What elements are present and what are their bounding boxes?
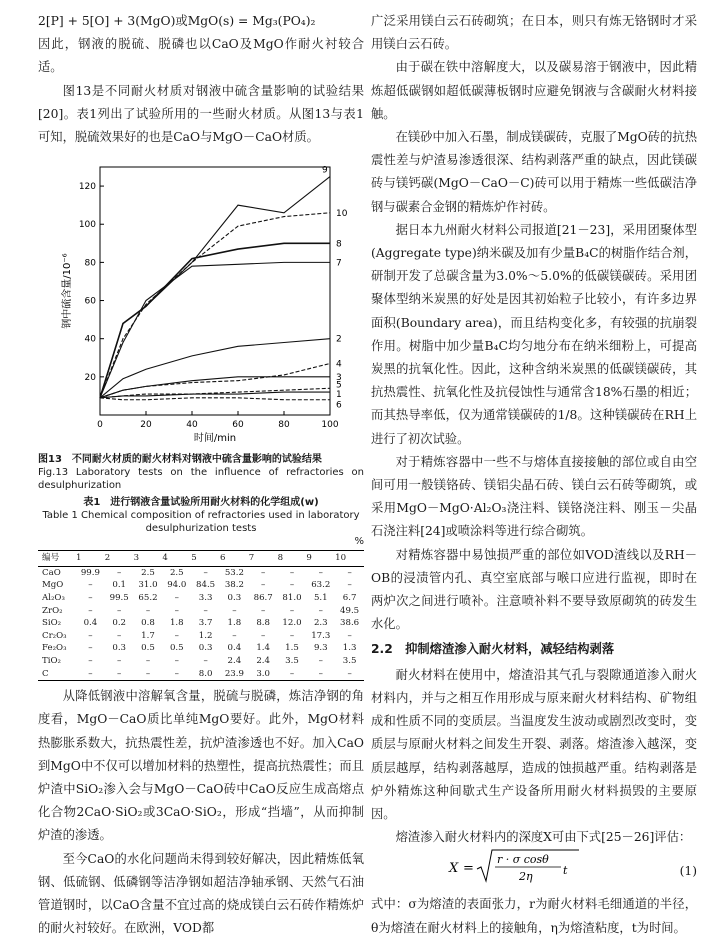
- table-cell: 1.8: [169, 618, 184, 629]
- table-header-cell: 9: [306, 551, 335, 567]
- table-header-cell: 8: [278, 551, 307, 567]
- table-cell: 2.4: [256, 655, 271, 666]
- table-cell: –: [174, 655, 179, 666]
- table-cell: –: [88, 593, 93, 603]
- table-row: [38, 655, 364, 668]
- table-cell: 2.3: [313, 618, 328, 629]
- table-cell: 99.9: [80, 567, 100, 578]
- row-label: C: [38, 668, 76, 681]
- row-label: CaO: [42, 567, 61, 578]
- table-row: [38, 617, 364, 630]
- table-body: [38, 566, 364, 680]
- svg-text:r · σ cosθ: r · σ cosθ: [497, 853, 549, 867]
- paragraph: 耐火材料在使用中，熔渣沿其气孔与裂隙通道渗入耐火材料内，并与之相互作用形成与原来耐火材料结构、矿物组成和性质不同的变质层。当温度发生波动或剧烈改变时，变质层与原耐火材料之间发生开裂、剥落。熔渣渗入越深，变质层越厚，结构剥落越厚，造成的蚀损越严重。结构剥落是炉外精炼这种间歇式生产设备所用耐火材料损毁的主要原因。: [371, 667, 697, 821]
- figure-13: [38, 153, 364, 453]
- table-cell: –: [174, 593, 179, 603]
- svg-text:X: X: [449, 861, 459, 877]
- table-cell: –: [289, 580, 295, 591]
- table-cell: 23.9: [220, 668, 249, 681]
- table-cell: 3.3: [198, 593, 213, 603]
- paragraph: 广泛采用镁白云石砖砌筑；在日本，则只有炼无铬钢时才采用镁白云石砖。: [371, 14, 697, 52]
- x-tick-label: 20: [140, 420, 152, 431]
- y-tick-label: 100: [78, 220, 96, 231]
- paragraph: 在镁砂中加入石墨，制成镁碳砖，克服了MgO砖的抗热震性差与炉渣易渗透很深、结构剥落严重的缺点，因此镁碳砖与镁钙碳(MgO－CaO－C)砖可以用于精炼一些低碳洁净钢与碳素合金钢的精炼炉作衬砖。: [371, 130, 697, 214]
- table-cell: –: [306, 668, 335, 681]
- table-cell: 8.8: [256, 618, 271, 629]
- table-cell: 38.2: [224, 580, 244, 591]
- table-cell: 1.5: [285, 643, 299, 654]
- table-cell: 49.5: [340, 605, 360, 616]
- table-header-cell: 编号: [38, 551, 76, 567]
- table-cell: 17.3: [311, 630, 331, 641]
- table-row: [38, 630, 364, 643]
- series-line-2: [100, 339, 330, 398]
- table-cell: 1.7: [141, 630, 155, 641]
- row-label: Cr₂O₃: [42, 630, 67, 641]
- table-caption-en: Table 1 Chemical composition of refractories used in laboratory desulphurization tests: [42, 510, 360, 535]
- table-cell: –: [117, 605, 122, 616]
- table-cell: 0.3: [112, 643, 127, 654]
- y-tick-label: 20: [84, 373, 96, 384]
- equation-formula: [439, 847, 589, 887]
- table-cell: –: [117, 655, 122, 666]
- paragraph: 熔渣渗入耐火材料内的深度X可由下式[25－26]评估：: [395, 830, 692, 845]
- table-cell: –: [261, 580, 266, 591]
- table-cell: –: [105, 668, 134, 681]
- table-cell: 99.5: [109, 593, 129, 603]
- series-line-6: [100, 398, 330, 400]
- y-tick-label: 40: [84, 334, 96, 345]
- table-cell: 3.5: [342, 655, 357, 666]
- table-cell: 0.5: [141, 643, 155, 654]
- paragraph: 式中：σ为熔渣的表面张力，r为耐火材料毛细通道的半径，θ为熔渣在耐火材料上的接触角，η为熔渣粘度，t为时间。: [371, 897, 697, 935]
- table-cell: –: [76, 668, 105, 681]
- table-cell: 2.5: [169, 567, 184, 578]
- paragraph: 因此，钢液的脱硫、脱磷也以CaO及MgO作耐火衬较合适。: [38, 37, 364, 75]
- table-header-cell: 1: [76, 551, 105, 567]
- table-row: [38, 668, 364, 681]
- table-header-cell: 2: [105, 551, 134, 567]
- table-cell: 2.4: [227, 655, 242, 666]
- table-unit: %: [354, 536, 364, 548]
- table-row: [38, 566, 364, 579]
- series-label: 6: [336, 400, 342, 411]
- table-cell: –: [289, 605, 295, 616]
- paragraph: 由于碳在铁中溶解度大，以及碳易溶于钢液中，因此精炼超低碳钢如超低碳薄板钢时应避免钢液与含碳耐火材料接触。: [371, 60, 697, 121]
- table-cell: –: [88, 630, 93, 641]
- table-cell: 0.5: [169, 643, 184, 654]
- table-cell: 0.8: [141, 618, 155, 629]
- x-tick-label: 100: [321, 420, 339, 431]
- x-tick-label: 60: [232, 420, 244, 431]
- table-cell: –: [174, 630, 179, 641]
- table-cell: –: [347, 580, 352, 591]
- table-cell: –: [134, 668, 163, 681]
- series-label: 1: [336, 390, 342, 401]
- table-header-cell: 6: [220, 551, 249, 567]
- table-cell: –: [88, 605, 93, 616]
- table-cell: –: [88, 655, 93, 666]
- svg-text:2η: 2η: [519, 870, 533, 884]
- table-cell: 6.7: [342, 593, 357, 603]
- series-label: 5: [336, 380, 342, 391]
- table-cell: –: [117, 567, 122, 578]
- table-cell: –: [318, 655, 323, 666]
- figure-caption-zh: 图13 不同耐火材质的耐火材料对钢液中硫含量影响的试验结果: [38, 454, 322, 466]
- table-cell: 84.5: [196, 580, 216, 591]
- table-cell: –: [203, 605, 208, 616]
- equation-number: (1): [679, 863, 697, 878]
- table-cell: –: [232, 605, 237, 616]
- figure-caption: [38, 453, 364, 492]
- table-cell: 1.3: [342, 643, 357, 654]
- paragraph: 据日本九州耐火材料公司报道[21－23]，采用团聚体型(Aggregate type)纳米碳及加有少量B₄C的树脂作结合剂，研制开发了总碳含量为3.0%～5.0%的低碳镁碳砖。采用团聚体型纳米炭黑的好处是因其初始粒子比较小，有许多边界面积(Boundary area)，而且结构变化多，有较强的抗崩裂作用。树脂中加少量B₄C均匀地分布在纳米细粉上，可提高炭黑的抗氧化性。因此，这种含纳米炭黑的低碳镁碳砖，其抗热震性、抗氧化性及抗侵蚀性与通常含18%石墨的相近；而其热导率低，仅为通常镁碳砖的1/8。这种镁碳砖在RH上进行了初次试验。: [371, 222, 697, 446]
- right-column: [371, 10, 697, 940]
- table-header-cell: 4: [162, 551, 191, 567]
- series-line-10: [100, 213, 330, 398]
- x-axis-label: 时间/min: [193, 433, 237, 445]
- y-tick-label: 80: [84, 258, 96, 269]
- table-cell: –: [88, 643, 93, 654]
- series-label: 7: [336, 258, 342, 269]
- y-axis-label: 钢中硫含量/10⁻⁶: [62, 253, 73, 329]
- series-line-3: [100, 377, 330, 398]
- table-cell: 2.5: [141, 567, 155, 578]
- table-cell: 94.0: [167, 580, 187, 591]
- row-label: Al₂O₃: [42, 593, 65, 603]
- series-label: 10: [336, 209, 348, 220]
- table-cell: 38.6: [340, 618, 360, 629]
- table-cell: 0.2: [112, 618, 127, 629]
- table-cell: –: [335, 668, 364, 681]
- table-cell: 0.3: [227, 593, 242, 603]
- table-cell: 5.1: [313, 593, 328, 603]
- table-cell: –: [203, 655, 208, 666]
- table-cell: 65.2: [138, 593, 158, 603]
- table-cell: 9.3: [313, 643, 328, 654]
- table-cell: 0.4: [227, 643, 242, 654]
- table-cell: –: [318, 605, 323, 616]
- svg-text:t: t: [563, 864, 568, 878]
- table-caption-zh: 表1 进行钢液含量试验所用耐火材料的化学组成(w): [83, 497, 319, 509]
- table-cell: 31.0: [138, 580, 158, 591]
- table-row: [38, 605, 364, 618]
- table-cell: 8.0: [191, 668, 220, 681]
- table-header-cell: 10: [335, 551, 364, 567]
- section-heading: 2.2 抑制熔渣渗入耐火材料，减轻结构剥落: [371, 642, 615, 657]
- table-cell: 0.1: [112, 580, 127, 591]
- table-caption: [38, 496, 364, 535]
- figure-caption-en: Fig.13 Laboratory tests on the influence of refractories on desulphurization: [38, 467, 364, 492]
- paragraph: 图13是不同耐火材质对钢液中硫含量影响的试验结果[20]。表1列出了试验所用的一些耐火材质。从图13与表1可知，脱硫效果好的也是CaO与MgO－CaO材质。: [38, 83, 364, 145]
- row-label: MgO: [42, 580, 64, 591]
- x-tick-label: 0: [97, 420, 103, 431]
- table-cell: –: [347, 630, 352, 641]
- row-label: SiO₂: [42, 618, 62, 629]
- table-cell: –: [318, 567, 323, 578]
- table-cell: –: [347, 567, 352, 578]
- table-cell: 53.2: [224, 567, 244, 578]
- table-cell: –: [174, 605, 179, 616]
- table-header-cell: 5: [191, 551, 220, 567]
- table-cell: –: [232, 630, 237, 641]
- equation-body: [371, 847, 657, 895]
- table-header-cell: 7: [249, 551, 278, 567]
- paragraph: 对于精炼容器中一些不与熔体直接接触的部位或自由空间可用一般镁铬砖、镁铝尖晶石砖、镁白云石砖等砌筑，或采用MgO－MgO·Al₂O₃浇注料、镁铬浇注料、刚玉－尖晶石浇注料[24]或喷涂料等进行综合砌筑。: [371, 454, 697, 539]
- left-column: [38, 10, 364, 940]
- series-line-9: [100, 177, 330, 398]
- table-cell: –: [278, 668, 307, 681]
- composition-table: [38, 550, 364, 681]
- table-cell: –: [203, 567, 208, 578]
- table-header-row: [38, 551, 364, 567]
- series-label: 8: [336, 239, 342, 250]
- table-cell: 86.7: [253, 593, 273, 603]
- table-cell: 0.3: [198, 643, 213, 654]
- table-cell: 63.2: [311, 580, 331, 591]
- table-cell: –: [162, 668, 191, 681]
- series-label: 9: [322, 165, 328, 176]
- table-cell: 12.0: [282, 618, 302, 629]
- table-cell: –: [145, 605, 151, 616]
- table-cell: –: [289, 630, 295, 641]
- row-label: Fe₂O₃: [42, 643, 67, 654]
- equation-line: 2[P] + 5[O] + 3(MgO)或MgO(s) = Mg₃(PO₄)₂: [38, 14, 316, 28]
- table-row: [38, 579, 364, 592]
- table-row: [38, 642, 364, 655]
- paragraph: 从降低钢液中溶解氧含量，脱硫与脱磷，炼洁净钢的角度看，MgO－CaO质比单纯MgO要好。此外，MgO材料热膨胀系数大，抗热震性差，抗炉渣渗透也不好。加入CaO到MgO中不仅可以增加材料的热塑性，提高抗热震性；而且炉渣中SiO₂渗入会与MgO－CaO砖中CaO反应生成高熔点化合物2CaO·SiO₂或3CaO·SiO₂，形成“挡墙”，从而抑制炉渣的渗透。: [38, 689, 364, 843]
- sulfur-chart: [38, 153, 364, 453]
- table-cell: –: [88, 580, 93, 591]
- row-label: ZrO₂: [42, 605, 63, 616]
- paragraph: 至今CaO的水化问题尚未得到较好解决，因此精炼低氧钢、低硫钢、低磷钢等洁净钢如超洁净轴承钢、天然气石油管道钢时，以CaO含量不宜过高的烧成镁白云石砖作精炼炉的耐火衬较好。在欧洲，VOD都: [38, 851, 364, 936]
- x-tick-label: 40: [186, 420, 198, 431]
- table-cell: 3.5: [285, 655, 299, 666]
- table-cell: 1.8: [227, 618, 242, 629]
- table-cell: 0.4: [83, 618, 98, 629]
- table-cell: –: [145, 655, 151, 666]
- series-label: 2: [336, 334, 342, 345]
- table-row: [38, 592, 364, 605]
- table-cell: 81.0: [282, 593, 302, 603]
- x-tick-label: 80: [278, 420, 290, 431]
- table-header-cell: 3: [134, 551, 163, 567]
- series-label: 3: [336, 373, 342, 384]
- table-cell: –: [289, 567, 295, 578]
- table-cell: –: [261, 567, 266, 578]
- table-cell: –: [117, 630, 122, 641]
- paragraph: 对精炼容器中易蚀损严重的部位如VOD渣线以及RH－OB的浸渍管内孔、真空室底部与喉口应进行监视，即时在两炉次之间进行喷补。注意喷补料不要导致原砌筑的砖发生水化。: [371, 547, 697, 632]
- series-label: 4: [336, 359, 342, 370]
- equation-1: [371, 851, 697, 891]
- table-cell: 1.4: [256, 643, 271, 654]
- y-tick-label: 120: [78, 182, 96, 193]
- table-cell: –: [261, 605, 266, 616]
- table-cell: 1.2: [198, 630, 213, 641]
- row-label: TiO₂: [42, 655, 61, 666]
- table-cell: –: [261, 630, 266, 641]
- y-tick-label: 60: [84, 296, 96, 307]
- table-cell: 3.0: [249, 668, 278, 681]
- table-cell: 3.7: [198, 618, 213, 629]
- series-line-7: [100, 263, 330, 398]
- svg-text:=: =: [463, 861, 474, 877]
